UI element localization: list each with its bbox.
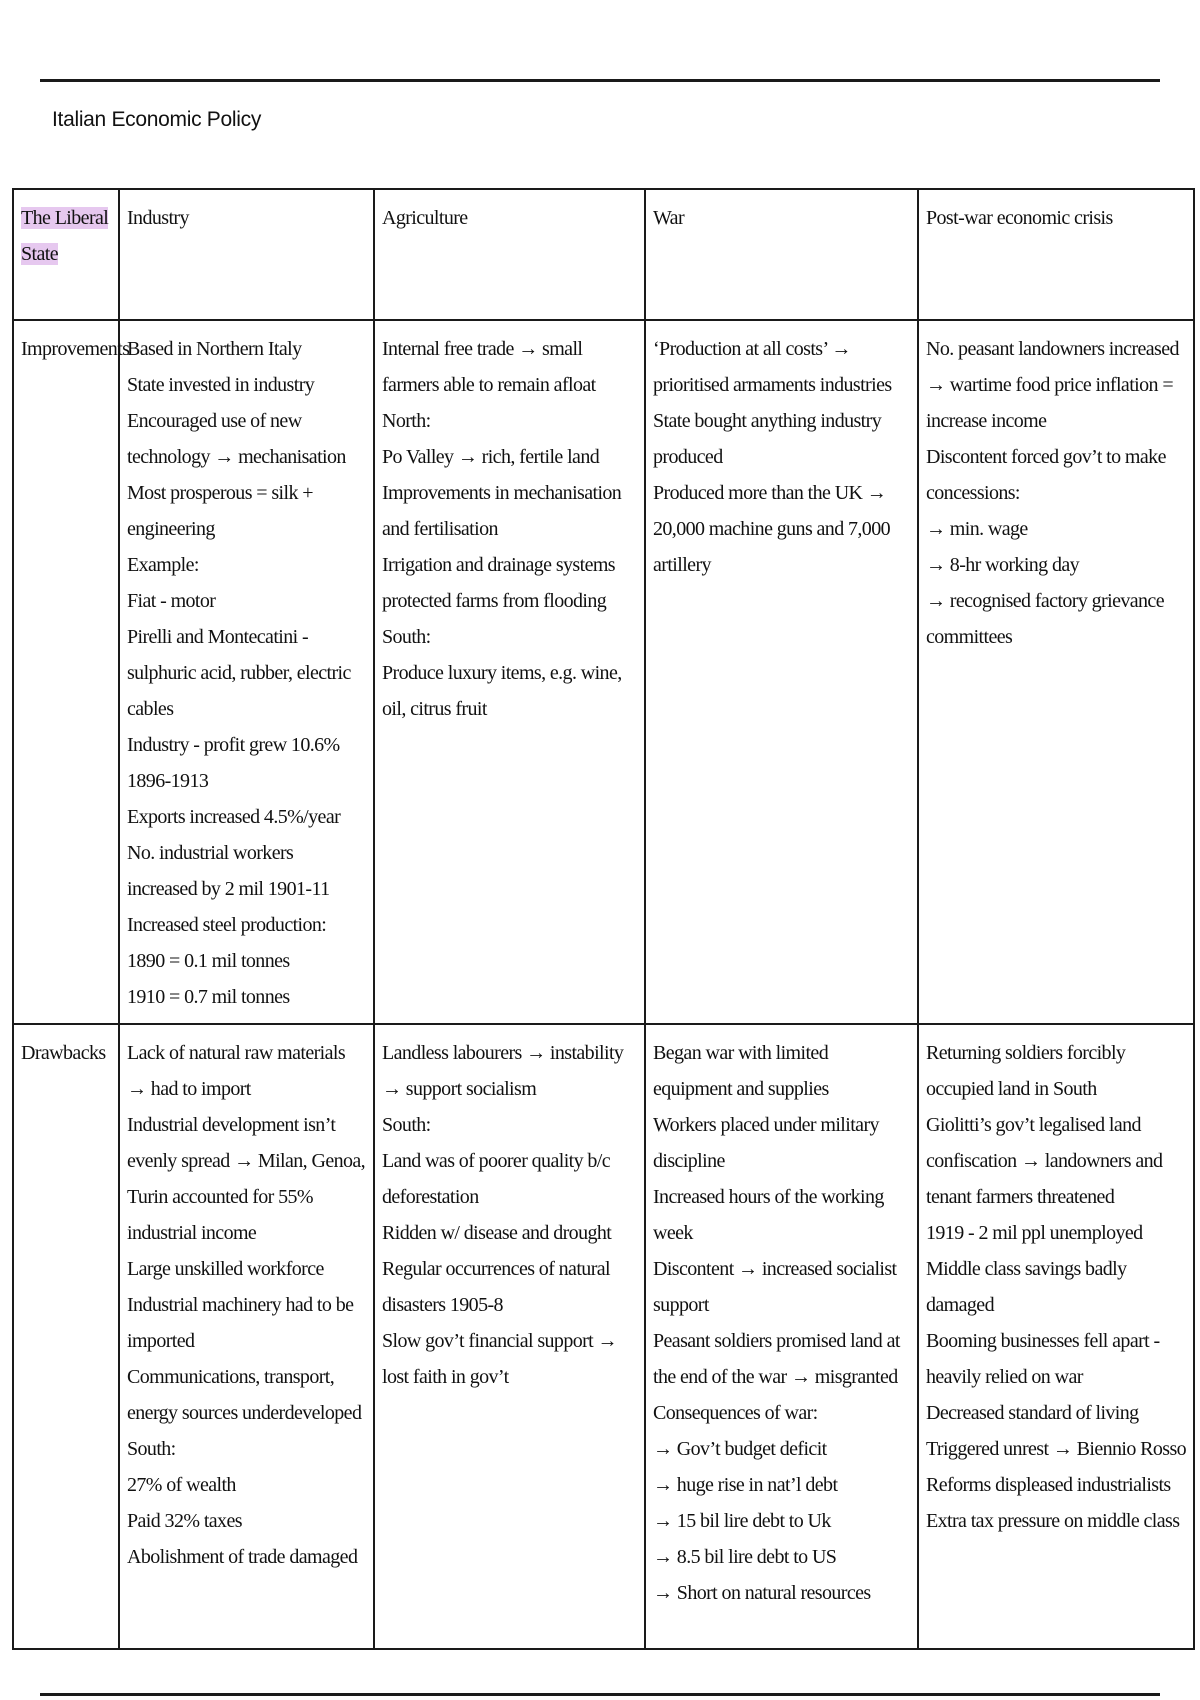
column-header-industry: Industry	[119, 189, 374, 320]
bottom-rule	[40, 1693, 1160, 1696]
cell-line: Paid 32% taxes	[127, 1510, 242, 1532]
cell-line: Produced more than the UK → 20,000 machine guns and 7,000 artillery	[653, 482, 891, 576]
table-row-improvements	[13, 320, 1194, 1024]
cell-line: Began war with limited equipment and supplies	[653, 1042, 829, 1100]
cell-line: Fiat - motor	[127, 590, 216, 612]
corner-label: The Liberal State	[21, 207, 109, 265]
cell-line: 27% of wealth	[127, 1474, 236, 1496]
cell-line: Land was of poorer quality b/c deforestation	[382, 1150, 611, 1208]
cell-line: Regular occurrences of natural disasters 1905-8	[382, 1258, 610, 1316]
economic-policy-table	[12, 188, 1195, 1650]
cell-line: Extra tax pressure on middle class	[926, 1510, 1180, 1532]
corner-cell	[13, 189, 119, 320]
cell-line: 1890 = 0.1 mil tonnes	[127, 950, 290, 972]
table-row-drawbacks	[13, 1024, 1194, 1649]
cell-line: → 8-hr working day	[926, 554, 1080, 576]
column-header-agriculture: Agriculture	[374, 189, 645, 320]
cell-line: → 15 bil lire debt to Uk	[653, 1510, 831, 1532]
cell-line: Example:	[127, 554, 199, 576]
cell-improvements-post-war	[918, 320, 1194, 1024]
cell-line: Discontent → increased socialist support	[653, 1258, 897, 1316]
cell-line: Irrigation and drainage systems protected farms from flooding	[382, 554, 615, 612]
cell-line: Increased steel production:	[127, 914, 327, 936]
top-rule	[40, 79, 1160, 82]
cell-line: Improvements in mechanisation and fertilisation	[382, 482, 622, 540]
cell-line: 1919 - 2 mil ppl unemployed	[926, 1222, 1143, 1244]
cell-line: Discontent forced gov’t to make concessions:	[926, 446, 1166, 504]
cell-line: → min. wage	[926, 518, 1028, 540]
cell-line: Internal free trade → small farmers able to remain afloat	[382, 338, 596, 396]
cell-line: Landless labourers → instability → support socialism	[382, 1042, 624, 1100]
table-header-row	[13, 189, 1194, 320]
row-label-drawbacks: Drawbacks	[13, 1024, 119, 1649]
cell-line: → Short on natural resources	[653, 1582, 871, 1604]
cell-improvements-agriculture	[374, 320, 645, 1024]
cell-drawbacks-post-war	[918, 1024, 1194, 1649]
cell-line: Industry - profit grew 10.6% 1896-1913	[127, 734, 340, 792]
cell-line: Abolishment of trade damaged	[127, 1546, 358, 1568]
cell-line: Peasant soldiers promised land at the end of the war → misgranted	[653, 1330, 900, 1388]
cell-line: South:	[382, 1114, 431, 1136]
cell-line: Lack of natural raw materials → had to import	[127, 1042, 346, 1100]
cell-line: → recognised factory grievance committees	[926, 590, 1164, 648]
cell-line: Produce luxury items, e.g. wine, oil, citrus fruit	[382, 662, 622, 720]
cell-line: Giolitti’s gov’t legalised land confiscation → landowners and tenant farmers threatened	[926, 1114, 1163, 1208]
cell-line: → Gov’t budget deficit	[653, 1438, 827, 1460]
cell-line: Consequences of war:	[653, 1402, 818, 1424]
cell-improvements-industry	[119, 320, 374, 1024]
cell-line: Slow gov’t financial support → lost faith in gov’t	[382, 1330, 617, 1388]
cell-line: State bought anything industry produced	[653, 410, 882, 468]
cell-line: Industrial development isn’t evenly spread → Milan, Genoa, Turin accounted for 55% industrial income	[127, 1114, 366, 1244]
cell-line: Booming businesses fell apart - heavily relied on war	[926, 1330, 1160, 1388]
cell-line: Industrial machinery had to be imported	[127, 1294, 354, 1352]
cell-line: No. industrial workers increased by 2 mil 1901-11	[127, 842, 330, 900]
cell-improvements-war	[645, 320, 918, 1024]
cell-line: Exports increased 4.5%/year	[127, 806, 341, 828]
cell-line: Increased hours of the working week	[653, 1186, 884, 1244]
cell-line: Based in Northern Italy	[127, 338, 302, 360]
cell-line: Most prosperous = silk + engineering	[127, 482, 313, 540]
cell-line: Large unskilled workforce	[127, 1258, 324, 1280]
cell-drawbacks-war	[645, 1024, 918, 1649]
column-header-post-war: Post-war economic crisis	[918, 189, 1194, 320]
cell-line: Ridden w/ disease and drought	[382, 1222, 612, 1244]
cell-line: Decreased standard of living	[926, 1402, 1139, 1424]
cell-line: Triggered unrest → Biennio Rosso	[926, 1438, 1187, 1460]
cell-line: → 8.5 bil lire debt to US	[653, 1546, 837, 1568]
cell-line: Reforms displeased industrialists	[926, 1474, 1171, 1496]
cell-line: State invested in industry	[127, 374, 315, 396]
cell-line: Returning soldiers forcibly occupied land in South	[926, 1042, 1126, 1100]
cell-line: Middle class savings badly damaged	[926, 1258, 1127, 1316]
cell-line: North:	[382, 410, 431, 432]
cell-line: 1910 = 0.7 mil tonnes	[127, 986, 290, 1008]
page-title: Italian Economic Policy	[52, 108, 262, 131]
cell-line: Encouraged use of new technology → mechanisation	[127, 410, 346, 468]
column-header-war: War	[645, 189, 918, 320]
cell-drawbacks-industry	[119, 1024, 374, 1649]
cell-line: Communications, transport, energy sources underdeveloped	[127, 1366, 362, 1424]
cell-line: ‘Production at all costs’ → prioritised armaments industries	[653, 338, 892, 396]
cell-line: South:	[382, 626, 431, 648]
cell-line: Workers placed under military discipline	[653, 1114, 879, 1172]
cell-line: Pirelli and Montecatini - sulphuric acid, rubber, electric cables	[127, 626, 351, 720]
cell-line: South:	[127, 1438, 176, 1460]
cell-line: No. peasant landowners increased → wartime food price inflation = increase income	[926, 338, 1179, 432]
cell-line: → huge rise in nat’l debt	[653, 1474, 838, 1496]
cell-drawbacks-agriculture	[374, 1024, 645, 1649]
row-label-improvements: Improvements	[13, 320, 119, 1024]
cell-line: Po Valley → rich, fertile land	[382, 446, 600, 468]
